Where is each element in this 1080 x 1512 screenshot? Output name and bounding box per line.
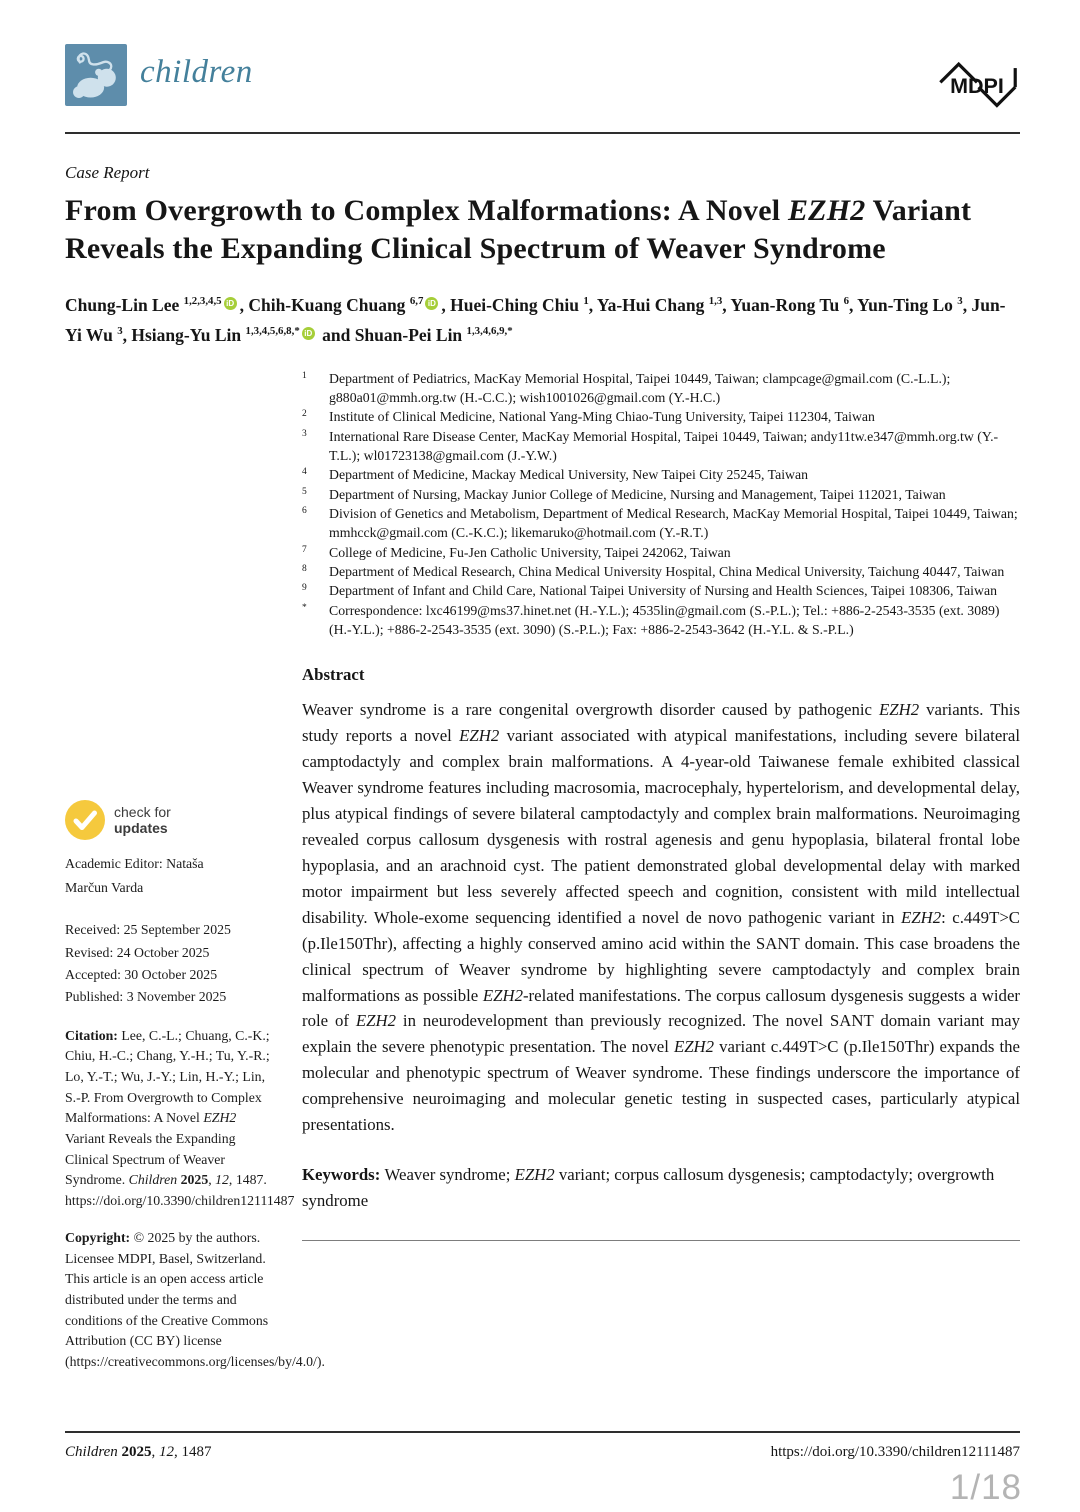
journal-name: children: [140, 53, 253, 90]
abstract-text: Weaver syndrome is a rare congenital overgrowth disorder caused by pathogenic EZH2 variants. This study reports a novel EZH2 variant associated with atypical manifestations, including severe bilateral camptodactyly and complex brain malformations. A 4-year-old Taiwanese female exhibited classical Weaver syndrome features including macrosomia, macrocephaly, hypertelorism, and developmental delay, plus atypical findings of severe bilateral camptodactyly and complex brain malformations. Neuroimaging revealed corpus callosum dysgenesis with rostral agenesis and genu hypoplasia, bilateral frontal lobe hypoplasia, and an arachnoid cyst. The patient demonstrated global developmental delay with marked motor impairment but less severely affected speech and cognition, consistent with mild intellectual disability. Whole-exome sequencing identified a novel de novo pathogenic variant in EZH2: c.449T>C (p.Ile150Thr), affecting a highly conserved amino acid within the SANT domain. This case broadens the clinical spectrum of Weaver syndrome by highlighting severe camptodactyly and complex brain malformations as possible EZH2-related manifestations. The corpus callosum dysgenesis suggests a wider role of EZH2 in neurodevelopment than previously recognized. The novel SANT domain variant may explain the severe phenotypic presentation. The novel EZH2 variant c.449T>C (p.Ile150Thr) expands the molecular and phenotypic spectrum of Weaver syndrome. These findings underscore the importance of comprehensive neuroimaging and molecular genetic testing in suspected cases, particularly atypical presentations.: [302, 700, 1020, 1135]
affiliation-text: Department of Medicine, Mackay Medical University, New Taipei City 25245, Taiwan: [329, 467, 809, 483]
affiliation-marker: *: [302, 602, 307, 613]
check-for-updates-label: check for updates: [114, 803, 171, 836]
date-line: Received: 25 September 2025: [65, 922, 231, 938]
keywords-line: Keywords: Weaver syndrome; EZH2 variant; corpus callosum dysgenesis; camptodactyly; overgrowth syndrome: [302, 1165, 995, 1211]
content-columns: [65, 369, 1020, 1373]
orcid-icon[interactable]: iD: [302, 327, 315, 340]
affiliation-text: Institute of Clinical Medicine, National Yang-Ming Chiao-Tung University, Taipei 112304, Taiwan: [329, 409, 875, 425]
affiliation-item: [302, 581, 1020, 600]
affiliation-item: [302, 465, 1020, 484]
affiliation-marker: 3: [302, 428, 307, 439]
affiliation-marker: 7: [302, 544, 307, 555]
main-column: [302, 369, 1020, 1373]
affiliation-text: Department of Pediatrics, MacKay Memorial Hospital, Taipei 10449, Taiwan; clampcage@gmail.com (C.-L.L.); g880a01@mmh.org.tw (H.-C.C.); wish1001026@gmail.com (Y.-H.C.): [329, 370, 951, 406]
crawling-baby-icon: [69, 48, 123, 102]
page-footer: [65, 1431, 1020, 1461]
affiliation-marker: 8: [302, 563, 307, 574]
footer-citation: Children 2025, 12, 1487: [65, 1444, 212, 1460]
date-line: Accepted: 30 October 2025: [65, 966, 218, 982]
affiliation-item: [302, 427, 1020, 466]
academic-editor: Academic Editor: Nataša Marčun Varda: [65, 855, 204, 895]
affiliation-item: [302, 562, 1020, 581]
affiliation-text: Department of Medical Research, China Medical University Hospital, China Medical University, Taichung 40447, Taiwan: [329, 563, 1005, 579]
mdpi-logo-text: MDPI: [950, 73, 1004, 98]
check-icon: [65, 800, 105, 840]
affiliations-list: [302, 369, 1020, 639]
page-number: 1/18: [949, 1468, 1022, 1507]
abstract-heading: Abstract: [302, 665, 365, 685]
left-sidebar: [65, 369, 325, 1373]
affiliation-item: [302, 485, 1020, 504]
copyright-block: Copyright: © 2025 by the authors. Licensee MDPI, Basel, Switzerland. This article is an open access article distributed under the terms and conditions of the Creative Commons Attribution (CC BY) license (https://creativecommons.org/licenses/by/4.0/).: [65, 1229, 325, 1369]
author-list: Chung-Lin Lee $^{1,2,3,4,5}$ iD , Chih-Kuang Chuang $^{6,7}$ iD , Huei-Ching Chiu $^1$, Ya-Hui Chang $^{1,3}$, Yuan-Rong Tu $^6$, Yun-Ting Lo $^3$, Jun-Yi Wu $^3$, Hsiang-Yu Lin $^{1,3,4,5,6,8,*}$ iD and Shuan-Pei Lin $^{1,3,4,6,9,*}$: [65, 294, 1006, 346]
affiliation-text: Department of Infant and Child Care, National Taipei University of Nursing and Health Sciences, Taipei 108306, Taiwan: [329, 583, 997, 599]
affiliation-marker: 2: [302, 409, 307, 420]
affiliation-marker: 9: [302, 583, 307, 594]
affiliation-text: International Rare Disease Center, MacKay Memorial Hospital, Taipei 10449, Taiwan; andy11tw.e347@mmh.org.tw (Y.-T.L.); wl01723138@gmail.com (J.-Y.W.): [329, 428, 999, 464]
affiliation-marker: 6: [302, 506, 307, 517]
orcid-icon[interactable]: iD: [425, 297, 438, 310]
citation-block: Citation: Lee, C.-L.; Chuang, C.-K.; Chiu, H.-C.; Chang, Y.-H.; Tu, Y.-R.; Lo, Y.-T.; Wu, J.-Y.; Lin, H.-Y.; Lin, S.-P. From Overgrowth to Complex Malformations: A Novel EZH2 Variant Reveals the Expanding Clinical Spectrum of Weaver Syndrome. Children 2025, 12, 1487. https://doi.org/10.3390/children12111487: [65, 1027, 295, 1209]
affiliation-item: [302, 504, 1020, 543]
check-for-updates-badge[interactable]: [65, 800, 195, 840]
article-dates: [65, 919, 287, 1008]
page-header: [65, 44, 1020, 108]
journal-brand: [65, 44, 253, 106]
mdpi-logo: [934, 52, 1020, 116]
affiliation-text: Department of Nursing, Mackay Junior College of Medicine, Nursing and Management, Taipei 112021, Taiwan: [329, 486, 946, 502]
affiliation-item: [302, 407, 1020, 426]
affiliation-text: Correspondence: lxc46199@ms37.hinet.net (H.-Y.L.); 4535lin@gmail.com (S.-P.L.); Tel.: +886-2-2543-3535 (ext. 3089) (H.-Y.L.); +886-2-2543-3535 (ext. 3090) (S.-P.L.); Fax: +886-2-2543-3642 (H.-Y.L. & S.-P.L.): [329, 602, 1000, 637]
article-title: From Overgrowth to Complex Malformations: A Novel EZH2 Variant Reveals the Expanding Clinical Spectrum of Weaver Syndrome: [65, 194, 972, 265]
affiliation-marker: 1: [302, 370, 307, 381]
date-line: Published: 3 November 2025: [65, 989, 227, 1005]
affiliation-marker: 4: [302, 467, 307, 478]
affiliation-item: [302, 543, 1020, 562]
affiliation-text: College of Medicine, Fu-Jen Catholic University, Taipei 242062, Taiwan: [329, 544, 731, 560]
footer-doi-link[interactable]: https://doi.org/10.3390/children12111487: [770, 1444, 1020, 1460]
keywords-divider: [302, 1240, 1020, 1241]
affiliation-item: [302, 601, 1020, 640]
children-journal-logo: [65, 44, 127, 106]
date-line: Revised: 24 October 2025: [65, 944, 210, 960]
affiliation-text: Division of Genetics and Metabolism, Department of Medical Research, MacKay Memorial Hospital, Taipei 10449, Taiwan; mmhcck@gmail.com (C.-K.C.); likemaruko@hotmail.com (Y.-R.T.): [329, 506, 1018, 541]
header-divider: [65, 132, 1020, 134]
affiliation-item: [302, 369, 1020, 408]
orcid-icon[interactable]: iD: [224, 297, 237, 310]
article-type-label: Case Report: [65, 163, 150, 182]
affiliation-marker: 5: [302, 486, 307, 497]
